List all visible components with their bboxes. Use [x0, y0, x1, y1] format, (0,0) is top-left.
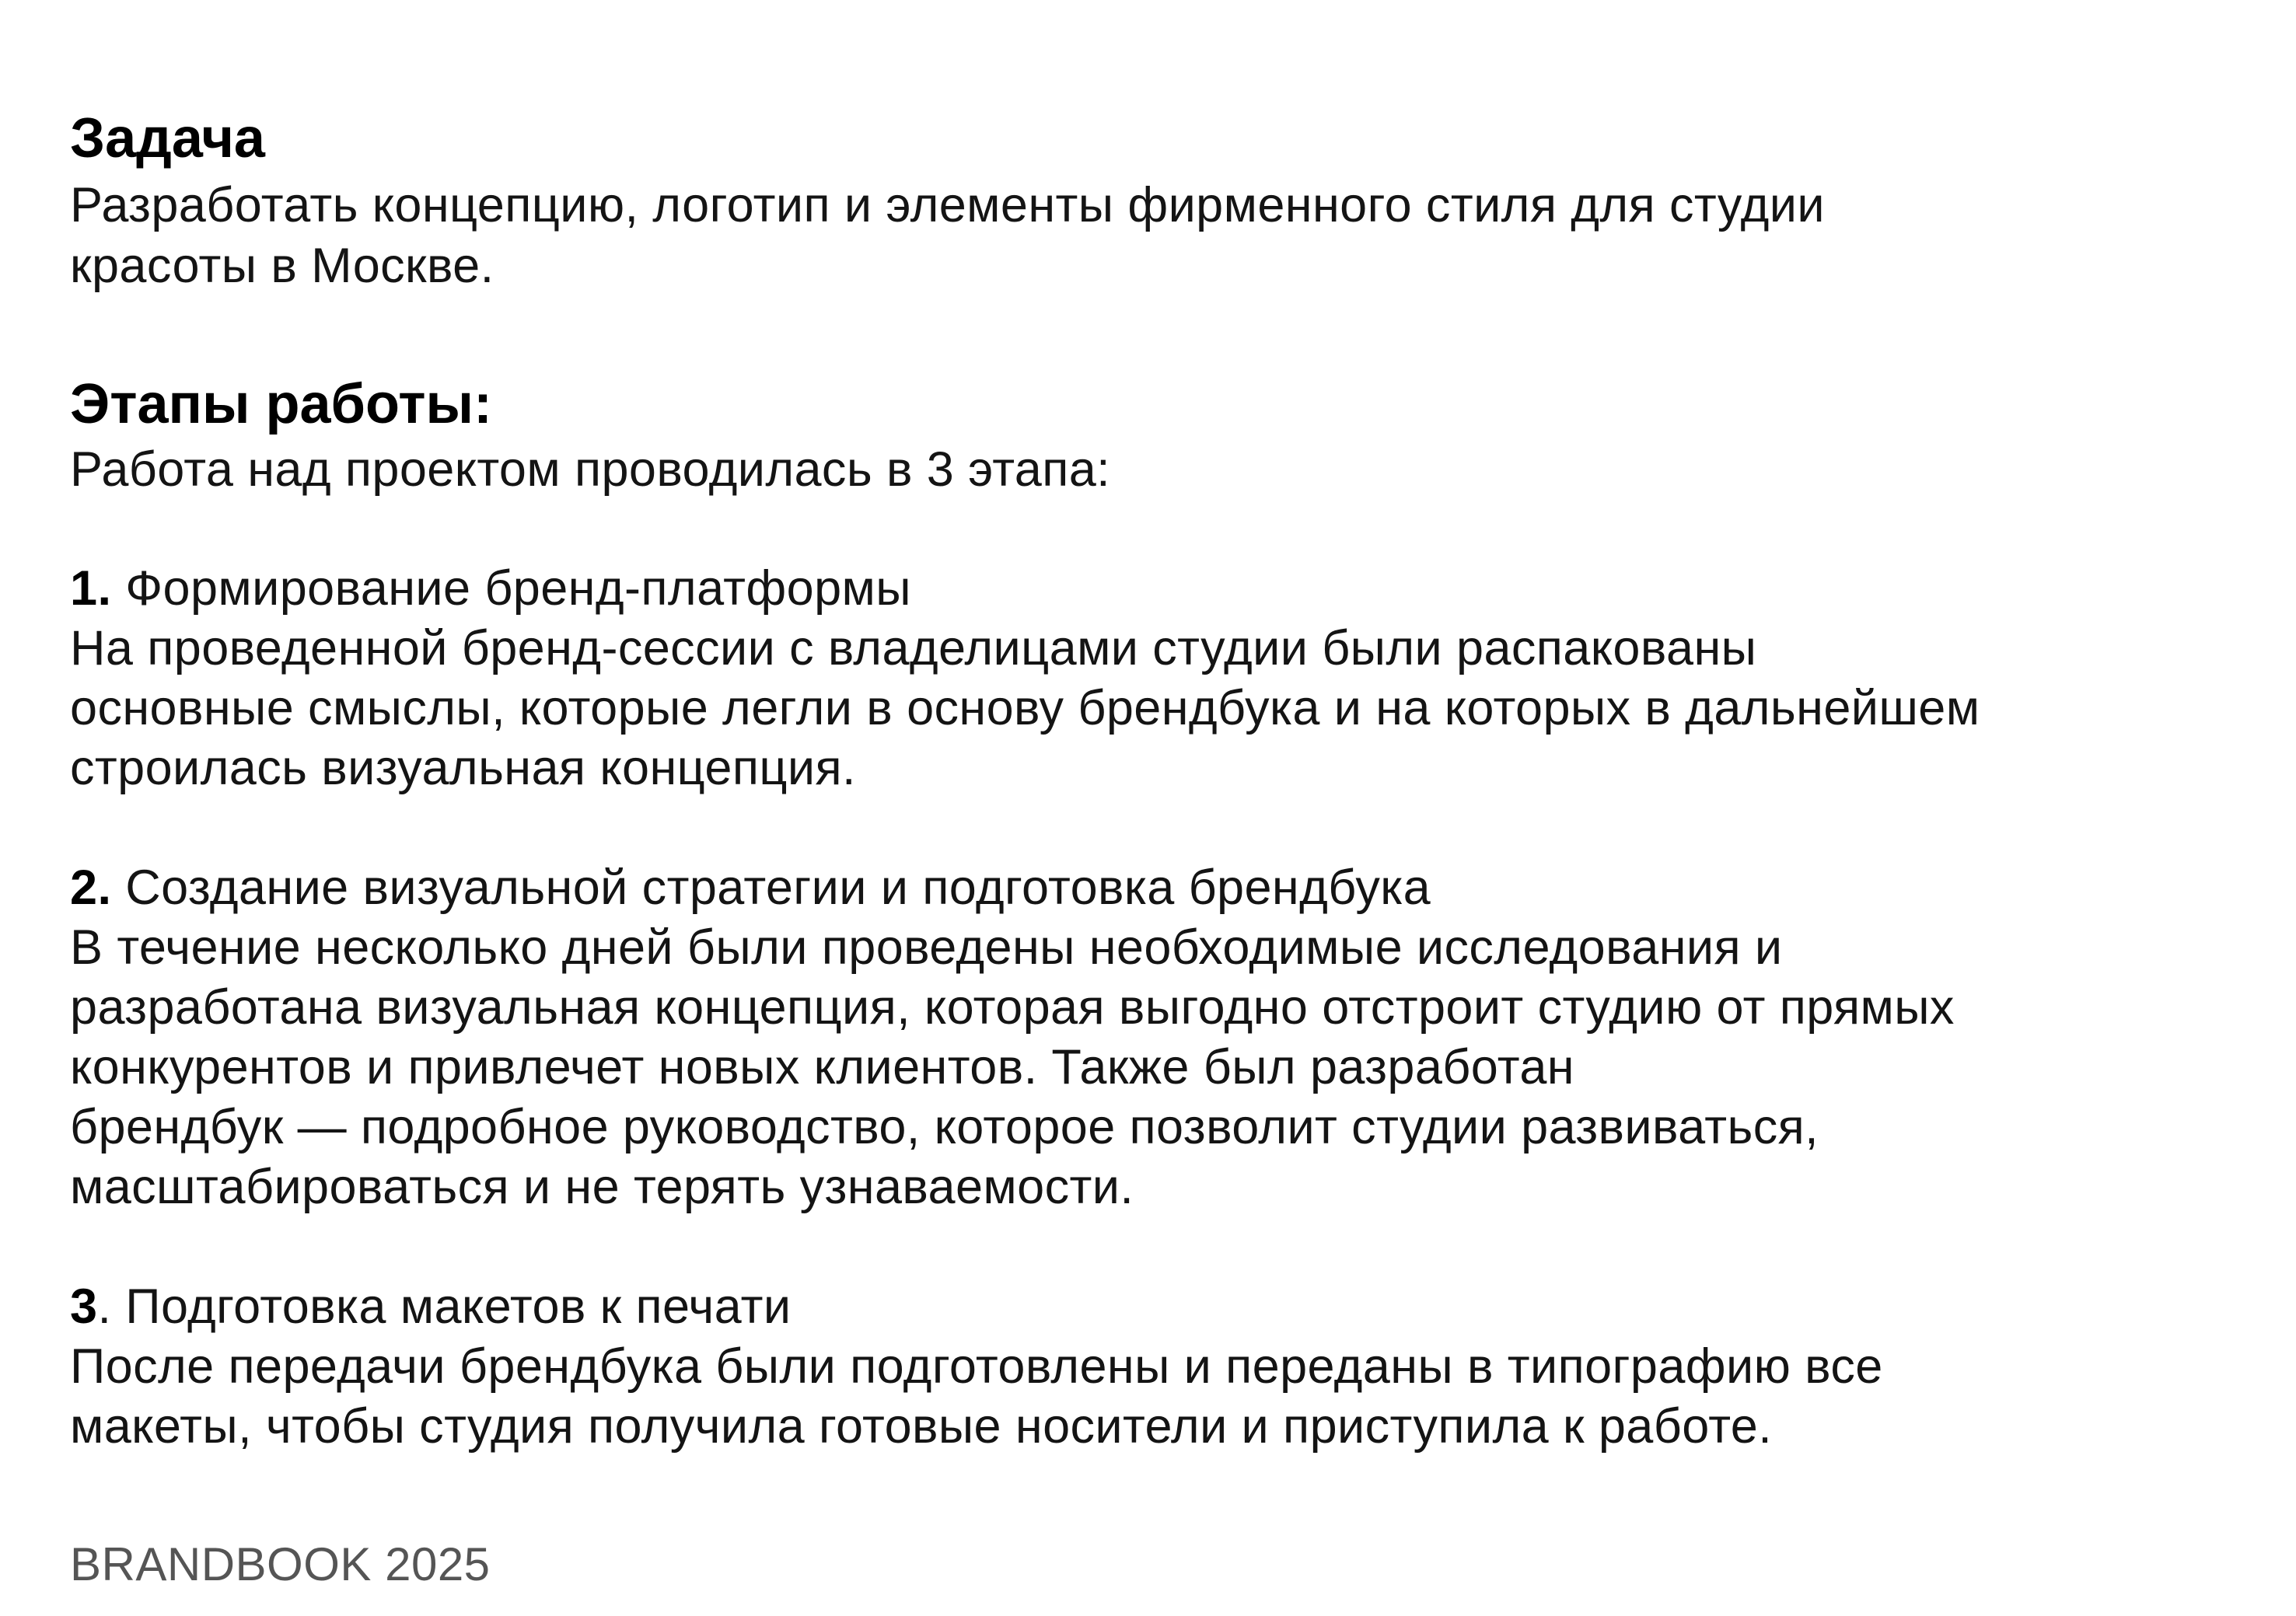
stage-2-line-1: В течение несколько дней были проведены необходимые исследования и [70, 920, 1783, 975]
stage-1-line-2: основные смыслы, которые легли в основу брендбука и на которых в дальнейшем [70, 681, 1980, 735]
stage-3-title-line [70, 1276, 792, 1337]
stage-2-line-3: конкурентов и привлечет новых клиентов. Также был разработан [70, 1040, 1574, 1094]
footer-label: BRANDBOOK 2025 [70, 1538, 491, 1590]
stage-1-line-3: строилась визуальная концепция. [70, 741, 856, 795]
stages-intro: Работа над проектом проводилась в 3 этапа: [70, 442, 1111, 497]
stage-1-line-1: На проведенной бренд-сессии с владелицами студии были распакованы [70, 621, 1757, 675]
stage-3-number: 3 [70, 1279, 98, 1334]
task-heading: Задача [70, 107, 265, 169]
stage-3-title: . Подготовка макетов к печати [97, 1279, 792, 1334]
stage-1-title-line [70, 558, 911, 619]
stage-2-line-4: брендбук — подробное руководство, которое позволит студии развиваться, [70, 1100, 1819, 1154]
stage-1-title: Формирование бренд-платформы [111, 561, 911, 616]
stage-2-number: 2. [70, 860, 112, 915]
stage-2-title: Создание визуальной стратегии и подготовка брендбука [111, 860, 1431, 915]
stages-heading: Этапы работы: [70, 373, 492, 435]
stage-1-number: 1. [70, 561, 112, 616]
stage-2-line-5: масштабироваться и не терять узнаваемости. [70, 1160, 1134, 1214]
stage-3-line-2: макеты, чтобы студия получила готовые носители и приступила к работе. [70, 1399, 1773, 1454]
stage-2-line-2: разработана визуальная концепция, которая выгодно отстроит студию от прямых [70, 980, 1955, 1035]
task-line-1: Разработать концепцию, логотип и элементы фирменного стиля для студии [70, 178, 1825, 232]
stage-2-title-line [70, 857, 1431, 918]
stage-3-line-1: После передачи брендбука были подготовлены и переданы в типографию все [70, 1339, 1883, 1394]
task-line-2: красоты в Москве. [70, 239, 494, 293]
